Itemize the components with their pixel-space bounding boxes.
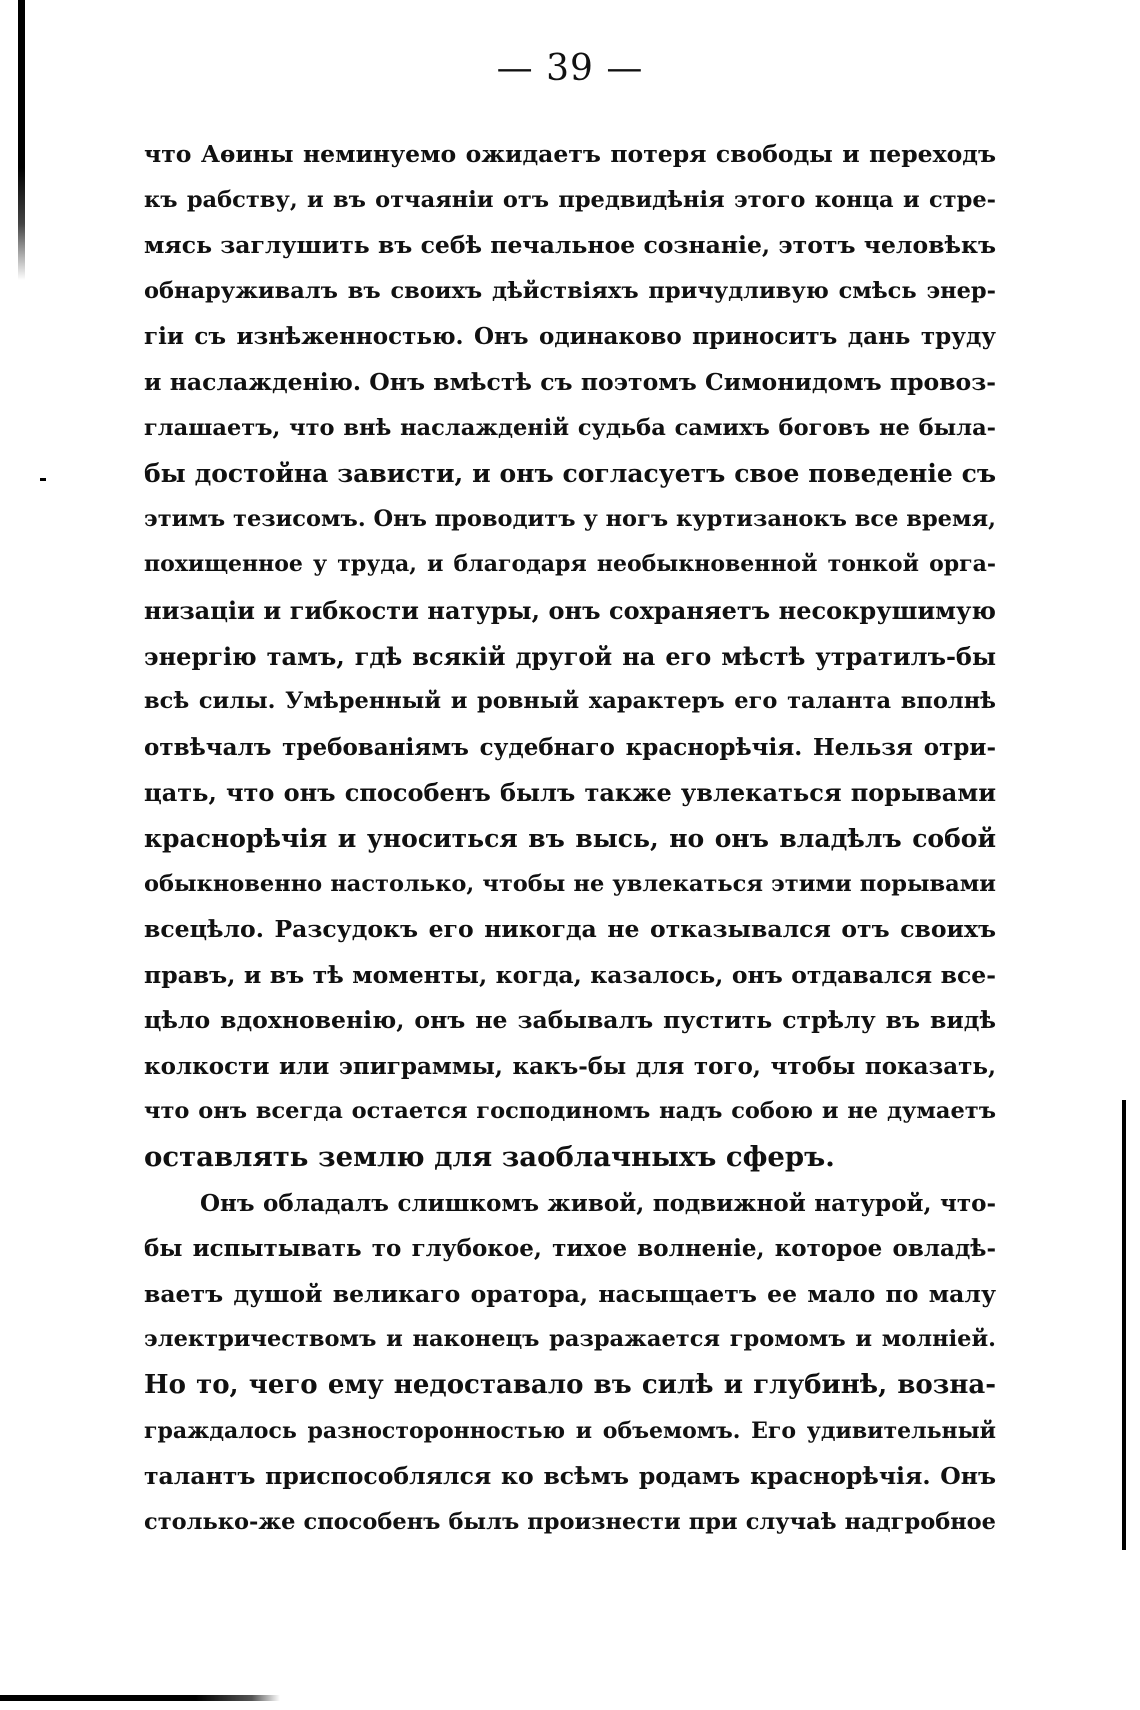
text-line: правъ, и въ тѣ моменты, когда, казалось, онъ отдавался все- [144,960,996,989]
text-line: ваетъ душой великаго оратора, насыщаетъ ее мало по малу [144,1279,996,1308]
text-line: цѣло вдохновенію, онъ не забывалъ пустить стрѣлу въ видѣ [144,1006,996,1035]
text-line: столько-же способенъ былъ произнести при случаѣ надгробное [144,1508,996,1535]
text-line: что Аѳины неминуемо ожидаетъ потеря свободы и переходъ [144,140,996,168]
text-line: краснорѣчія и уноситься въ высь, но онъ владѣлъ собой [144,823,996,853]
text-line: этимъ тезисомъ. Онъ проводитъ у ногъ куртизанокъ все время, [144,505,996,532]
text-line: низаціи и гибкости натуры, онъ сохраняетъ несокрушимую [144,595,996,625]
text-line: всѣ силы. Умѣренный и ровный характеръ его таланта вполнѣ [144,688,996,715]
text-line: къ рабству, и въ отчаяніи отъ предвидѣнія этого конца и стре- [144,186,996,213]
text-line: бы испытывать то глубокое, тихое волненіе, которое овладѣ- [144,1235,996,1263]
scan-edge-bottom [0,1695,280,1701]
text-line: электричествомъ и наконецъ разражается громомъ и молніей. [144,1326,996,1353]
text-line: колкости или эпиграммы, какъ-бы для того, чтобы показать, [144,1052,996,1080]
text-line: граждалось разносторонностью и объемомъ. Его удивительный [144,1417,996,1444]
scan-mark [40,478,46,481]
scan-edge-right [1122,1100,1126,1550]
paragraph-start-line: Онъ обладалъ слишкомъ живой, подвижной натурой, что- [200,1189,996,1217]
text-line: цать, что онъ способенъ былъ также увлекаться порывами [144,778,996,808]
text-line: отвѣчалъ требованіямъ судебнаго краснорѣчія. Нельзя отри- [144,733,996,761]
text-line: похищенное у труда, и благодаря необыкновенной тонкой орга- [144,551,996,578]
body-text [144,132,996,1545]
scan-edge-left [18,0,25,280]
text-line: Но то, чего ему недоставало въ силѣ и глубинѣ, возна- [144,1370,996,1401]
text-line: энергію тамъ, гдѣ всякій другой на его мѣстѣ утратилъ-бы [144,641,996,671]
paragraph-end-line: оставлять землю для заоблачныхъ сферъ. [144,1141,835,1174]
text-line: обыкновенно настолько, чтобы не увлекаться этими порывами [144,870,996,897]
text-line: и наслажденію. Онъ вмѣстѣ съ поэтомъ Симонидомъ провоз- [144,367,996,396]
text-line: обнаруживалъ въ своихъ дѣйствіяхъ причудливую смѣсь энер- [144,277,996,304]
text-line: талантъ приспособлялся ко всѣмъ родамъ краснорѣчія. Онъ [144,1462,996,1491]
page-number: — 39 — [496,48,644,89]
text-line: что онъ всегда остается господиномъ надъ собою и не думаетъ [144,1098,996,1125]
text-line: бы достойна зависти, и онъ согласуетъ свое поведеніе съ [144,459,996,489]
text-line: всецѣло. Разсудокъ его никогда не отказывался отъ своихъ [144,915,996,944]
text-line: гіи съ изнѣженностью. Онъ одинаково приноситъ дань труду [144,323,996,351]
text-line: глашаетъ, что внѣ наслажденій судьба самихъ боговъ не была- [144,414,996,441]
text-line: мясь заглушить въ себѣ печальное сознаніе, этотъ человѣкъ [144,231,996,260]
